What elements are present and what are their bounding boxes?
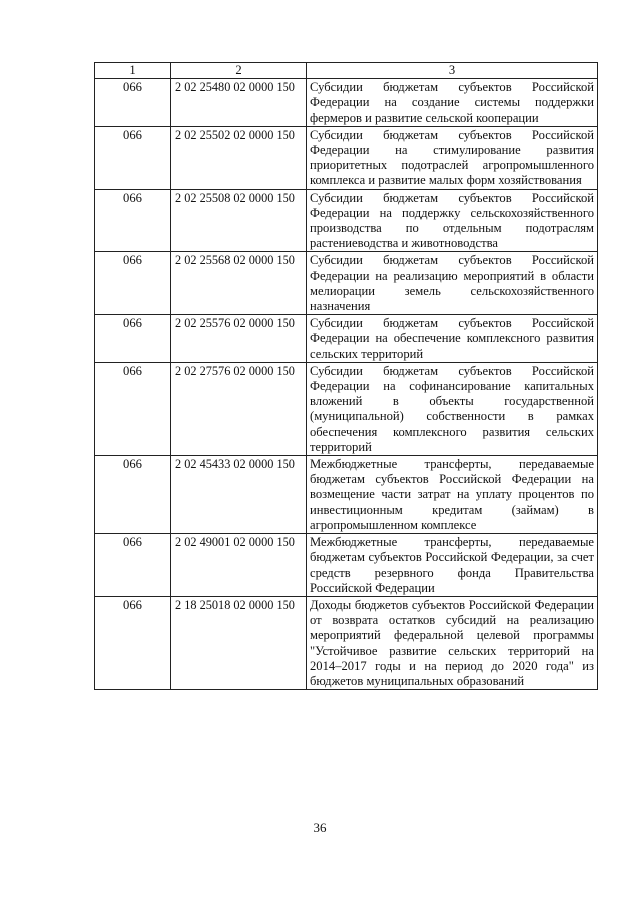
revenue-codes-table	[94, 62, 598, 690]
header-col-2: 2	[171, 63, 307, 79]
budget-code-cell: 2 18 25018 02 0000 150	[171, 596, 307, 689]
admin-code-cell: 066	[95, 189, 171, 252]
table-row	[95, 534, 598, 597]
admin-code-cell: 066	[95, 315, 171, 363]
description-cell: Субсидии бюджетам субъектов Российской Федерации на обеспечение комплексного развития сельских территорий	[307, 315, 598, 363]
budget-code-cell: 2 02 25508 02 0000 150	[171, 189, 307, 252]
description-cell: Доходы бюджетов субъектов Российской Федерации от возврата остатков субсидий на реализацию мероприятий федеральной целевой программы "Устойчивое развитие сельских территорий на 2014–2017 годы и на период до 2020 года" из бюджетов муниципальных образований	[307, 596, 598, 689]
description-cell: Межбюджетные трансферты, передаваемые бюджетам субъектов Российской Федерации, за счет средств резервного фонда Правительства Российской Федерации	[307, 534, 598, 597]
budget-code-cell: 2 02 49001 02 0000 150	[171, 534, 307, 597]
admin-code-cell: 066	[95, 362, 171, 455]
budget-code-cell: 2 02 25576 02 0000 150	[171, 315, 307, 363]
admin-code-cell: 066	[95, 79, 171, 127]
description-cell: Субсидии бюджетам субъектов Российской Федерации на создание системы поддержки фермеров и развитие сельской кооперации	[307, 79, 598, 127]
description-cell: Субсидии бюджетам субъектов Российской Федерации на софинансирование капитальных вложений в объекты государственной (муниципальной) собственности в рамках обеспечения комплексного развития сельских территорий	[307, 362, 598, 455]
table-row	[95, 456, 598, 534]
table-row	[95, 189, 598, 252]
budget-code-cell: 2 02 25568 02 0000 150	[171, 252, 307, 315]
table-row	[95, 362, 598, 455]
table-row	[95, 596, 598, 689]
admin-code-cell: 066	[95, 252, 171, 315]
description-cell: Субсидии бюджетам субъектов Российской Федерации на поддержку сельскохозяйственного производства по отдельным подотраслям растениеводства и животноводства	[307, 189, 598, 252]
description-cell: Межбюджетные трансферты, передаваемые бюджетам субъектов Российской Федерации на возмещение части затрат на уплату процентов по инвестиционным кредитам (займам) в агропромышленном комплексе	[307, 456, 598, 534]
budget-code-cell: 2 02 27576 02 0000 150	[171, 362, 307, 455]
admin-code-cell: 066	[95, 456, 171, 534]
table-row	[95, 315, 598, 363]
admin-code-cell: 066	[95, 596, 171, 689]
table-row	[95, 126, 598, 189]
admin-code-cell: 066	[95, 534, 171, 597]
budget-code-cell: 2 02 25502 02 0000 150	[171, 126, 307, 189]
description-cell: Субсидии бюджетам субъектов Российской Федерации на реализацию мероприятий в области мелиорации земель сельскохозяйственного назначения	[307, 252, 598, 315]
admin-code-cell: 066	[95, 126, 171, 189]
page-number: 36	[313, 820, 327, 835]
header-col-1: 1	[95, 63, 171, 79]
budget-code-cell: 2 02 45433 02 0000 150	[171, 456, 307, 534]
header-col-3: 3	[307, 63, 598, 79]
description-cell: Субсидии бюджетам субъектов Российской Федерации на стимулирование развития приоритетных подотраслей агропромышленного комплекса и развитие малых форм хозяйствования	[307, 126, 598, 189]
table-row	[95, 252, 598, 315]
table-row	[95, 79, 598, 127]
budget-code-cell: 2 02 25480 02 0000 150	[171, 79, 307, 127]
table-header-row	[95, 63, 598, 79]
